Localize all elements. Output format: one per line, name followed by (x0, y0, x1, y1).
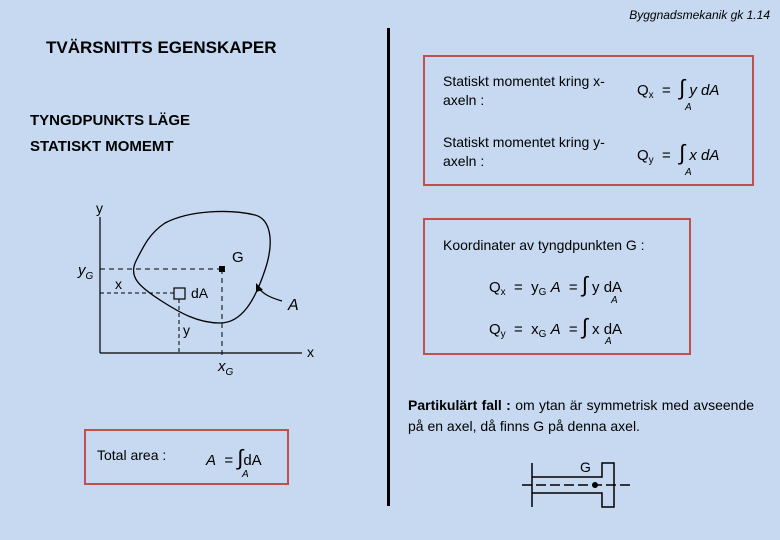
symmetry-centroid-point (592, 482, 598, 488)
integral-sign: ∫ (237, 445, 244, 470)
formula-qy: $Q_y$ = ∫ x dA (637, 140, 720, 166)
subtitle-centroid: TYNGDPUNKTS LÄGE (30, 112, 191, 129)
centroid-point (219, 266, 225, 272)
particular-case-body: om ytan är symmetrisk med avseende på en axel, då finns G på denna axel. (408, 397, 755, 434)
symmetry-G-label: G (580, 459, 591, 475)
dA-label: dA (191, 285, 209, 301)
formula-qx: $Q_x$ = ∫ y dA (637, 75, 720, 101)
limit-qx: A (685, 102, 692, 113)
limit-centroid-qy: A (605, 336, 612, 347)
total-area-box (84, 429, 289, 485)
course-header: Byggnadsmekanik gk 1.14 (629, 8, 770, 22)
vertical-divider (387, 28, 390, 506)
page-title: TVÄRSNITTS EGENSKAPER (46, 38, 277, 57)
integral-sign: ∫ (679, 140, 686, 165)
formula-centroid-qx: $Q_x = y_G$ A = ∫ y dA (489, 272, 623, 298)
limit-qy: A (685, 167, 692, 178)
formula-centroid-qy: $Q_y = x_G$ A = ∫ x dA (489, 314, 623, 340)
xG-label: $x_G$ (218, 358, 234, 378)
integral-sign: ∫ (581, 272, 588, 297)
subtitle-static-moment: STATISKT MOMEMT (30, 138, 174, 155)
yG-label: $y_G$ (78, 262, 94, 282)
y-distance-label: y (183, 322, 190, 338)
centroid-title: Koordinater av tyngdpunkten G : (443, 237, 645, 253)
x-distance-label: x (115, 276, 122, 292)
formula-total-area: A = ∫dA (206, 445, 262, 470)
centroid-box (423, 218, 691, 355)
dA-element (174, 288, 185, 299)
integral-sign: ∫ (679, 75, 686, 100)
x-axis-label: x (307, 344, 314, 360)
A-label: A (288, 297, 299, 314)
G-label: G (232, 249, 244, 266)
y-axis-label: y (96, 200, 103, 216)
total-area-label: Total area : (97, 447, 167, 463)
particular-case-lead: Partikulärt fall : (408, 397, 511, 413)
particular-case-text (408, 395, 754, 437)
integral-sign: ∫ (581, 314, 588, 339)
limit-centroid-qx: A (611, 295, 618, 306)
moment-x-label: Statiskt momentet kring x-axeln : (443, 73, 605, 108)
moment-y-label: Statiskt momentet kring y-axeln : (443, 134, 605, 169)
static-moment-box (423, 55, 754, 186)
symmetry-diagram (520, 455, 640, 515)
cross-section-diagram (70, 195, 360, 380)
limit-total-area: A (242, 469, 249, 480)
area-shape (133, 211, 270, 323)
